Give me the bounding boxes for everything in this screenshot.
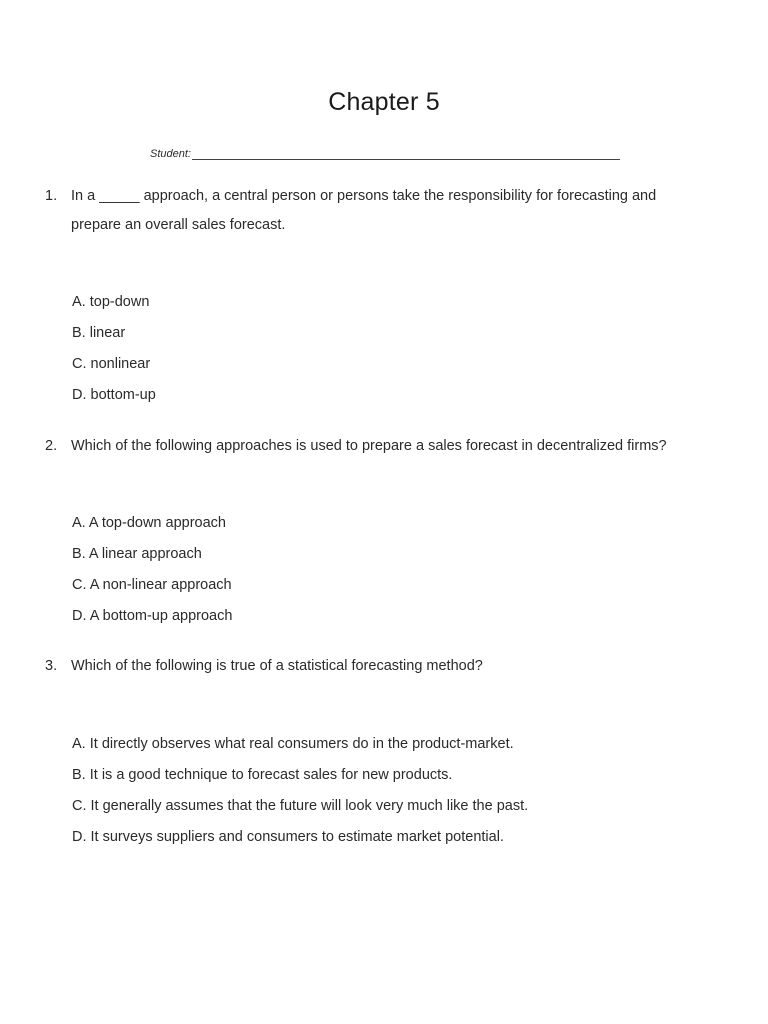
student-name-line	[192, 149, 620, 160]
option-c: C. nonlinear	[72, 356, 151, 372]
student-label: Student:	[150, 148, 191, 160]
option-a: A. It directly observes what real consumers do in the product-market.	[72, 736, 514, 752]
page-title: Chapter 5	[328, 88, 440, 116]
option-d: D. It surveys suppliers and consumers to estimate market potential.	[72, 829, 504, 845]
question-number: 1.	[45, 188, 58, 204]
option-a: A. top-down	[72, 294, 150, 310]
question-1	[45, 182, 705, 240]
question-3	[45, 652, 705, 681]
question-text: In a _____ approach, a central person or persons take the responsibility for forecasting and prepare an overall sales forecast.	[71, 188, 657, 233]
option-d: D. bottom-up	[72, 387, 156, 403]
option-d: D. A bottom-up approach	[72, 608, 233, 624]
question-number: 3.	[45, 658, 58, 674]
option-b: B. linear	[72, 325, 126, 341]
question-2	[45, 432, 705, 461]
option-c: C. It generally assumes that the future will look very much like the past.	[72, 798, 529, 814]
option-a: A. A top-down approach	[72, 515, 226, 531]
option-b: B. A linear approach	[72, 546, 202, 562]
question-3-options	[72, 729, 672, 853]
option-c: C. A non-linear approach	[72, 577, 232, 593]
student-name-field	[150, 148, 620, 160]
question-text: Which of the following is true of a statistical forecasting method?	[71, 658, 483, 674]
question-text: Which of the following approaches is used to prepare a sales forecast in decentralized firms?	[71, 438, 667, 454]
question-1-options	[72, 287, 672, 411]
question-2-options	[72, 508, 672, 632]
question-number: 2.	[45, 438, 58, 454]
option-b: B. It is a good technique to forecast sales for new products.	[72, 767, 453, 783]
